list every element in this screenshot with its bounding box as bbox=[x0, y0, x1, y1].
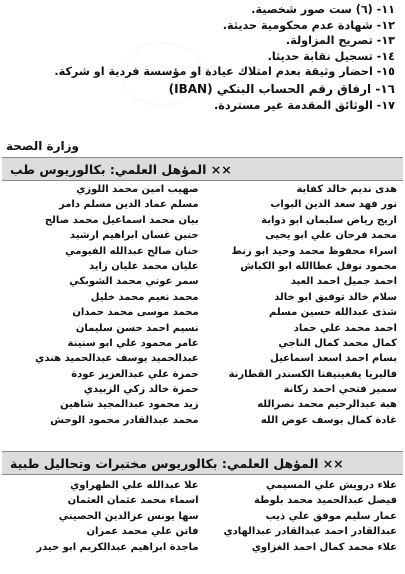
document-item: ١٥- احضار وثيقة بعدم امتلاك عيادة او مؤسسة فردية او شركة. bbox=[54, 65, 395, 79]
section-title: ×× المؤهل العلمي: بكالوريوس مختبرات وتحاليل طبية bbox=[10, 455, 344, 471]
name-entry: هدى نديم خالد كفاية bbox=[296, 184, 397, 195]
name-entry: بسام احمد اسعد اسماعيل bbox=[270, 353, 397, 365]
document-item: ١٤- تسجيل نقابة حديثا. bbox=[267, 49, 395, 63]
name-entry: علاء درويش علي المسيمي bbox=[266, 480, 397, 491]
name-entry: عبدالحميد يوسف عبدالحميد هندي bbox=[35, 353, 199, 365]
name-entry: محمد موسى محمد حمدان bbox=[72, 307, 199, 319]
name-entry: حمزة خالد زكي الزبيدي bbox=[83, 384, 199, 396]
names-table-medicine bbox=[8, 182, 397, 428]
required-documents-list bbox=[5, 2, 395, 114]
name-entry: غادة كمال يوسف عوض الله bbox=[260, 414, 397, 426]
name-entry: صهيب امين محمد اللوزي bbox=[76, 184, 199, 195]
name-entry: عبدالقادر احمد عبدالقادر عبدالهادي bbox=[223, 526, 397, 538]
name-entry: محمد نعيم محمد خليل bbox=[90, 291, 199, 303]
name-entry: سمير فتحي احمد زكانة bbox=[283, 384, 397, 396]
name-entry: حنان صالح عبدالله الفيومي bbox=[65, 245, 199, 257]
names-column-right bbox=[206, 478, 397, 555]
name-entry: زيد محمود عبدالمجيد شاهين bbox=[60, 399, 199, 411]
name-entry: عامر محمود علي ابو سنينة bbox=[67, 337, 199, 349]
name-entry: نور فهد سعد الدين البواب bbox=[270, 199, 397, 211]
name-entry: كمال محمد كمال الناجي bbox=[278, 337, 397, 349]
name-entry: احمد محمد علي حماد bbox=[293, 322, 397, 334]
name-entry: احمد جميل احمد العبد bbox=[290, 276, 397, 288]
name-entry: فاليريا يفغينيفنا الكسندر القطارنة bbox=[228, 368, 397, 380]
names-column-left bbox=[8, 478, 199, 555]
document-item: ١١- (٦) ست صور شخصية. bbox=[251, 3, 395, 16]
name-entry: محمد عبدالقادر محمود الوحش bbox=[50, 414, 199, 426]
name-entry: اسماء محمد عثمان العثمان bbox=[67, 495, 199, 507]
ministry-name: وزارة الصحة bbox=[6, 139, 80, 153]
name-entry: حنين غسان ابراهيم ارشيد bbox=[69, 230, 199, 242]
name-entry: فيصل عبدالحميد محمد بلوطة bbox=[254, 495, 397, 507]
section-header-medicine bbox=[2, 157, 403, 181]
name-entry: علاء محمد كمال احمد الغزاوي bbox=[251, 541, 397, 553]
names-column-right bbox=[206, 182, 397, 428]
name-entry: بيان محمد اسماعيل محمد صالح bbox=[44, 214, 199, 226]
name-entry: اسراء محفوظ محمد وحيد ابو زنط bbox=[231, 245, 397, 257]
name-entry: محمد فرحان علي ابو يحيى bbox=[265, 230, 397, 242]
document-item: ١٧- الوثائق المقدمة غير مستردة. bbox=[214, 98, 395, 112]
name-entry: حمزة علي عبدالعزيز عودة bbox=[71, 368, 199, 380]
document-item: ١٦- ارفاق رقم الحساب البنكي (IBAN) bbox=[168, 81, 395, 96]
section-title: ×× المؤهل العلمي: بكالوريوس طب bbox=[10, 161, 232, 177]
name-entry: سلام خالد توفيق ابو خالد bbox=[274, 291, 397, 303]
name-entry: سها يونس عزالدين الحصيني bbox=[58, 510, 199, 522]
names-table-laboratories bbox=[8, 478, 397, 555]
name-entry: عمار سليم موفق علي ذيب bbox=[265, 510, 397, 522]
name-entry: سمر عوني محمد الشوبكي bbox=[69, 276, 199, 288]
name-entry: نسيم احمد حسن سليمان bbox=[75, 322, 199, 334]
names-column-left bbox=[8, 182, 199, 428]
name-entry: فاتن علي محمد عمران bbox=[86, 526, 199, 538]
document-item: ١٣- تصريح المزاولة. bbox=[285, 34, 395, 48]
name-entry: ماجدة ابراهيم عبدالكريم ابو حيدر bbox=[36, 541, 199, 553]
name-entry: محمود نوفل عطاالله ابو الكباش bbox=[240, 260, 397, 272]
name-entry: شذى عبدالله حسين مسلم bbox=[269, 307, 397, 319]
name-entry: مسلم عماد الدين مسلم دامر bbox=[58, 199, 199, 211]
section-header-laboratories bbox=[2, 451, 403, 475]
name-entry: اريج رياض سليمان ابو ذوابة bbox=[261, 214, 397, 226]
name-entry: عليان محمد عليان زايد bbox=[89, 260, 199, 272]
document-item: ١٢- شهادة عدم محكومية حديثة. bbox=[222, 18, 395, 32]
name-entry: علا عبدالله علي الطهراوي bbox=[70, 480, 199, 491]
name-entry: هبة عبدالرحيم محمد نصرالله bbox=[257, 399, 397, 411]
